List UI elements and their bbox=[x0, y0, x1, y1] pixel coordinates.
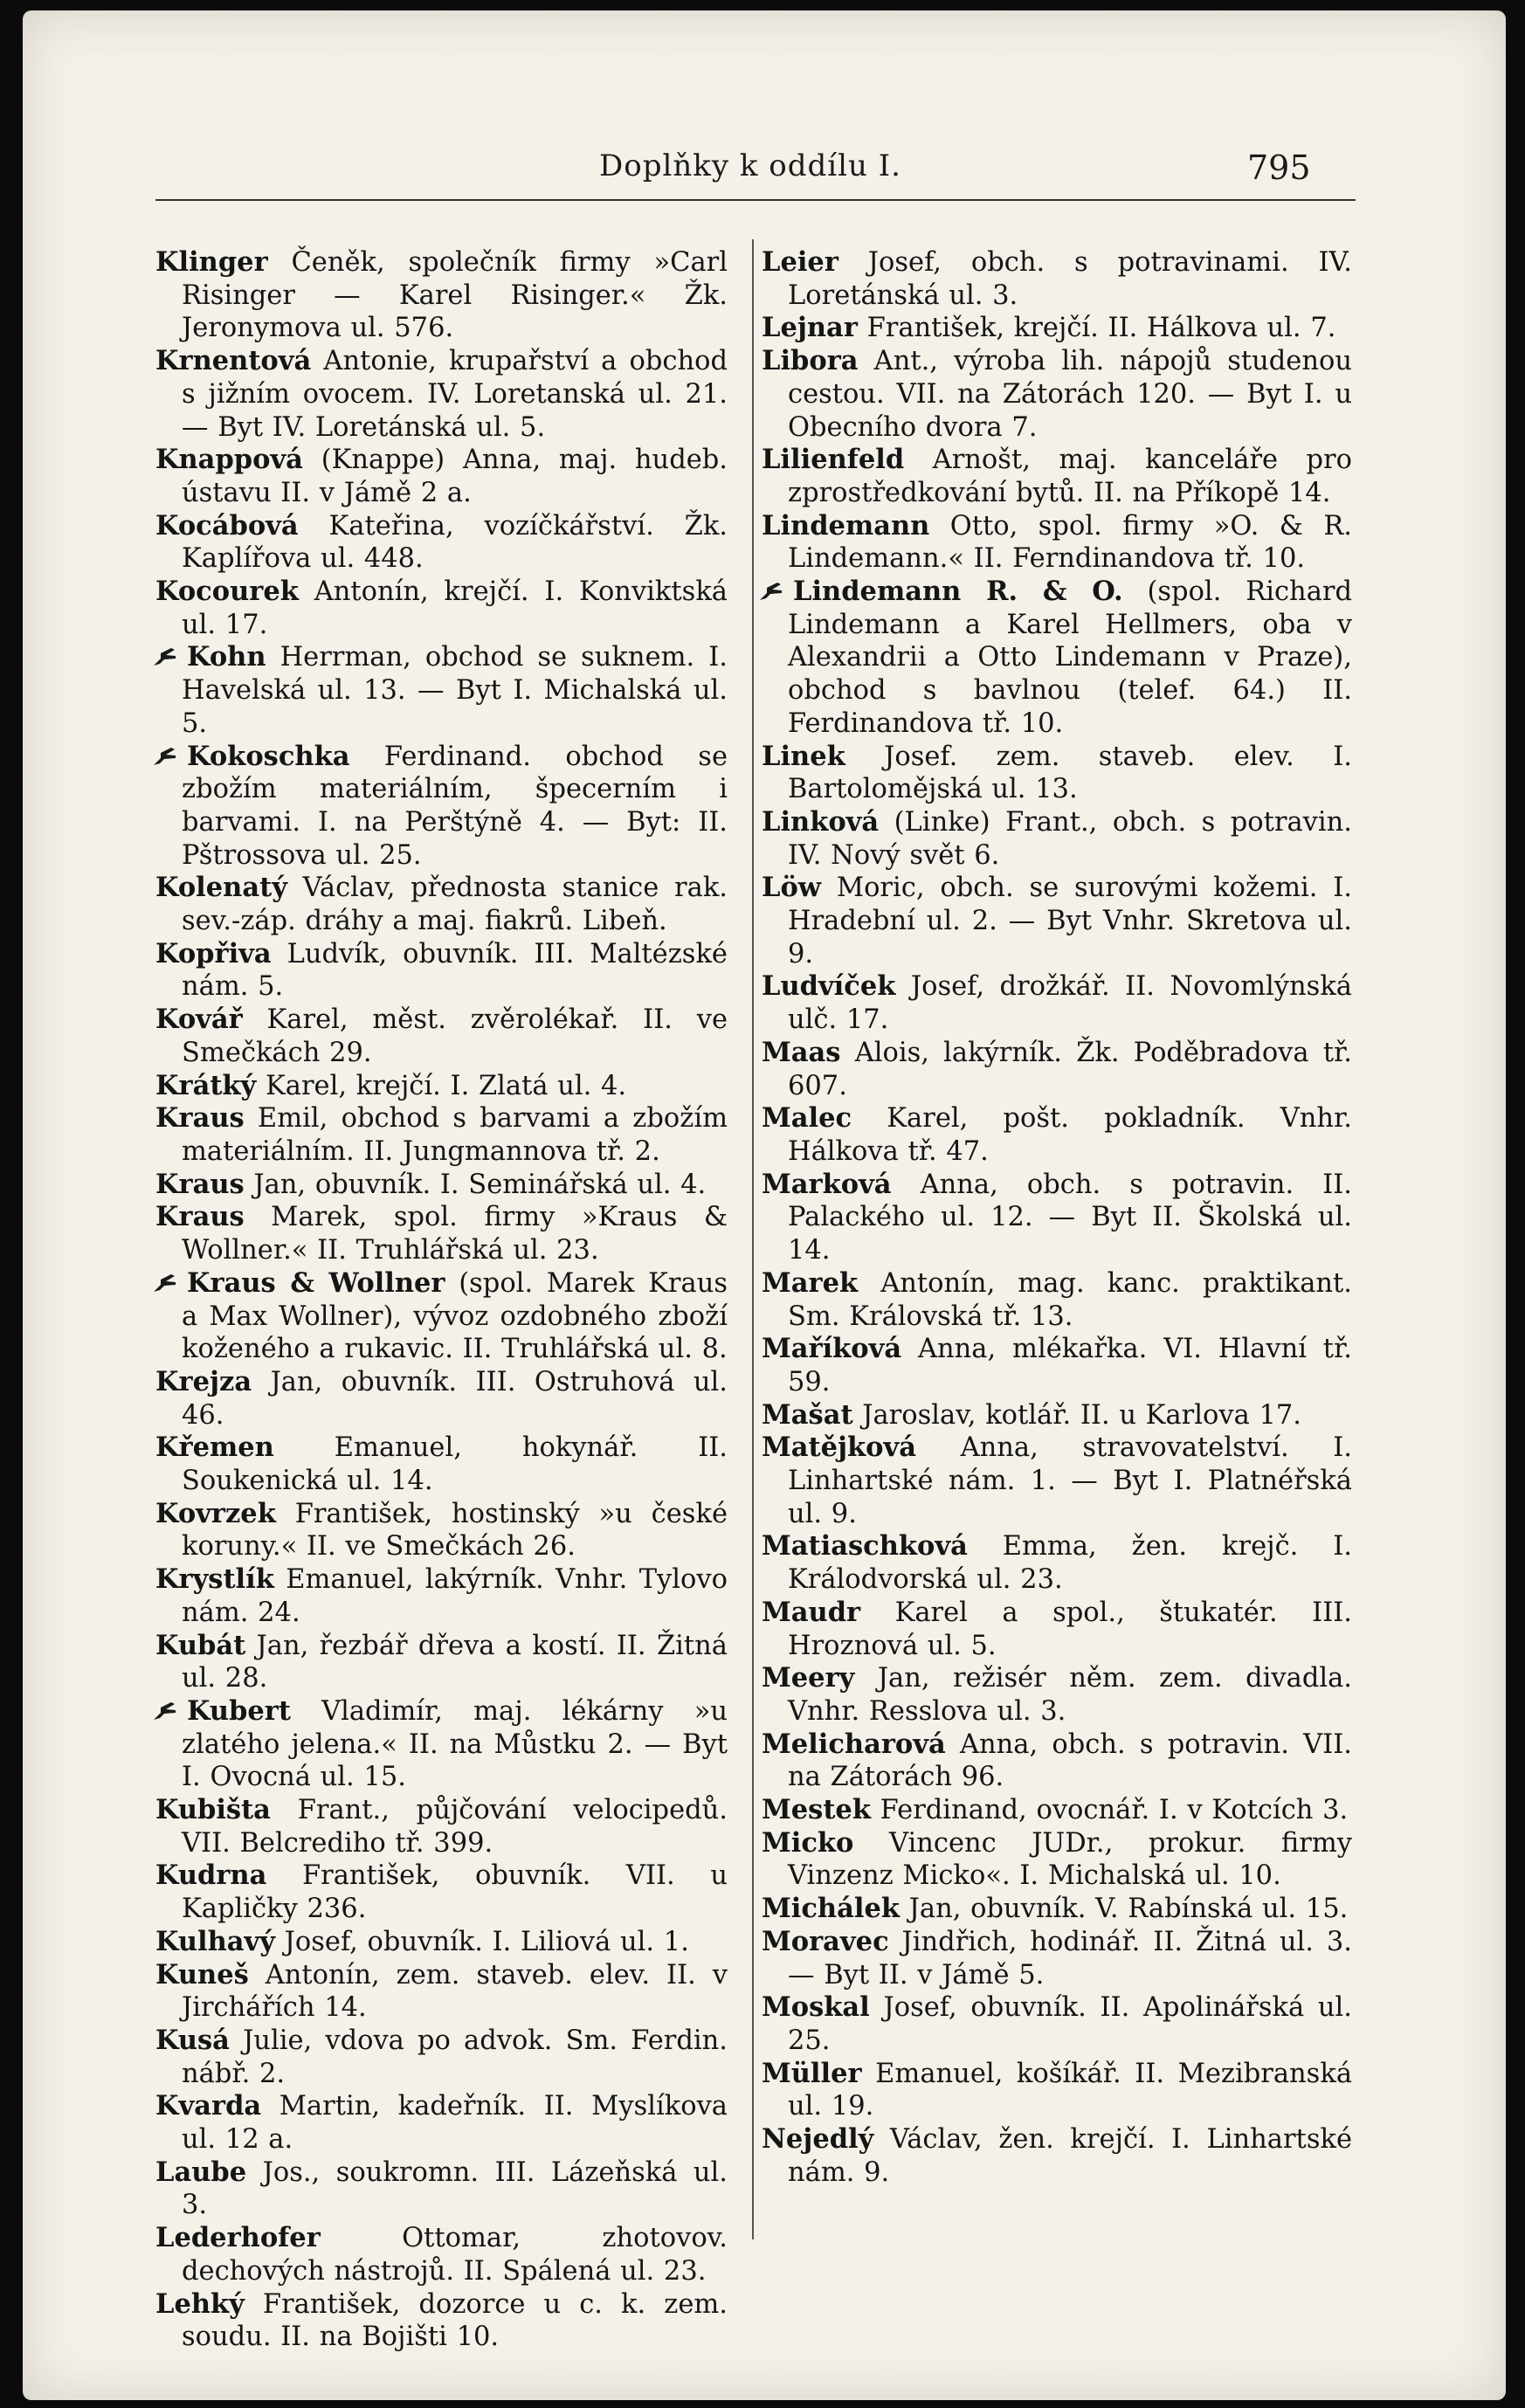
entry-name: Müller bbox=[762, 2057, 862, 2089]
directory-entry bbox=[762, 1432, 1352, 1530]
directory-entry bbox=[762, 444, 1352, 509]
directory-entry bbox=[762, 1728, 1352, 1794]
directory-entry bbox=[762, 1662, 1352, 1728]
entry-name: Ludvíček bbox=[762, 970, 896, 1003]
entry-name: Matějková bbox=[762, 1432, 917, 1464]
entry-name: Malec bbox=[762, 1102, 852, 1135]
entry-name: Kuneš bbox=[155, 1958, 249, 1991]
entry-name: Meery bbox=[762, 1662, 855, 1694]
entry-name: Kubišta bbox=[155, 1794, 271, 1826]
entry-name: Mestek bbox=[762, 1794, 871, 1826]
entry-details: Václav, přednosta stanice rak. sev.-záp. dráhy a maj. fiakrů. Libeň. bbox=[182, 873, 728, 937]
entry-details: Čeněk, společník firmy »Carl Risinger — Karel Risinger.« Žk. Jeronymova ul. 576. bbox=[182, 247, 728, 344]
directory-entry bbox=[155, 2222, 728, 2287]
entry-name: Krystlík bbox=[155, 1563, 274, 1596]
entry-details: Anna, stravovatelství. I. Linhartské nám. 1. — Byt I. Platnéřská ul. 9. bbox=[788, 1432, 1352, 1529]
directory-entry bbox=[762, 509, 1352, 576]
directory-entry bbox=[182, 741, 728, 873]
pointing-hand-icon bbox=[152, 744, 178, 769]
entry-details: Vladimír, maj. lékárny »u zlatého jelena.« II. na Můstku 2. — Byt I. Ovocná ul. 15. bbox=[182, 1695, 728, 1793]
entry-name: Marková bbox=[762, 1168, 892, 1200]
directory-entry bbox=[788, 576, 1352, 741]
entry-details: Emma, žen. krejč. I. Králodvorská ul. 23. bbox=[788, 1531, 1352, 1596]
directory-entry bbox=[762, 1826, 1352, 1893]
directory-entry bbox=[762, 970, 1352, 1036]
directory-entry bbox=[155, 576, 728, 641]
directory-entry bbox=[182, 1267, 728, 1366]
directory-entry bbox=[762, 805, 1352, 872]
directory-entry bbox=[182, 641, 728, 740]
entry-details: Kateřina, vozíčkářství. Žk. Kaplířova ul. 448. bbox=[182, 510, 728, 575]
entry-name: Kraus bbox=[155, 1168, 245, 1200]
entry-details: Jan, řezbář dřeva a kostí. II. Žitná ul. 28. bbox=[182, 1630, 728, 1694]
entry-details: Ottomar, zhotovov. dechových nástrojů. II. Spálená ul. 23. bbox=[182, 2223, 728, 2287]
entry-details: Ferdinand. obchod se zbožím materiálním, špecerním i barvami. I. na Perštýně 4. — Byt: II. Pštrossova ul. 25. bbox=[182, 741, 728, 871]
entry-details: Ludvík, obuvník. III. Maltézské nám. 5. bbox=[182, 938, 728, 1003]
directory-entry bbox=[762, 1266, 1352, 1333]
entry-name: Kubert bbox=[187, 1694, 291, 1727]
entry-details: Marek, spol. firmy »Kraus & Wollner.« II. Truhlářská ul. 23. bbox=[182, 1202, 728, 1266]
page-number: 795 bbox=[1247, 148, 1311, 187]
entry-name: Micko bbox=[762, 1826, 854, 1859]
entry-name: Kovář bbox=[155, 1004, 243, 1036]
directory-entry bbox=[762, 1530, 1352, 1596]
entry-name: Kubát bbox=[155, 1629, 246, 1661]
entry-details: Josef, drožkář. II. Novomlýnská ulč. 17. bbox=[788, 971, 1352, 1036]
entry-name: Leier bbox=[762, 246, 838, 278]
document-page bbox=[23, 10, 1506, 2400]
directory-entry bbox=[155, 246, 728, 345]
pointing-hand-icon bbox=[152, 645, 178, 669]
directory-entry bbox=[762, 1794, 1352, 1827]
directory-entry bbox=[155, 1925, 728, 1959]
entry-name: Kraus bbox=[155, 1102, 245, 1135]
directory-entry bbox=[762, 1333, 1352, 1398]
directory-entry bbox=[762, 2123, 1352, 2189]
pointing-hand-icon bbox=[758, 579, 784, 604]
entry-name: Kulhavý bbox=[155, 1925, 275, 1957]
entry-details: Arnošt, maj. kanceláře pro zprostředkování bytů. II. na Příkopě 14. bbox=[788, 445, 1352, 508]
entry-details: Vincenc JUDr., prokur. firmy Vinzenz Micko«. I. Michalská ul. 10. bbox=[788, 1827, 1352, 1892]
entry-details: Alois, lakýrník. Žk. Poděbradova tř. 607. bbox=[788, 1037, 1352, 1101]
entry-details: Antonín, zem. staveb. elev. II. v Jirchářích 14. bbox=[182, 1959, 728, 2024]
entry-details: Anna, mlékařka. VI. Hlavní tř. 59. bbox=[788, 1334, 1352, 1397]
entry-details: Herrman, obchod se suknem. I. Havelská ul. 13. — Byt I. Michalská ul. 5. bbox=[182, 642, 728, 739]
entry-details: Martin, kadeřník. II. Myslíkova ul. 12 a. bbox=[182, 2091, 728, 2156]
entry-name: Linková bbox=[762, 805, 880, 838]
entry-details: Josef, obch. s potravinami. IV. Loretánská ul. 3. bbox=[788, 247, 1352, 311]
directory-entry bbox=[762, 1102, 1352, 1168]
entry-details: (Knappe) Anna, maj. hudeb. ústavu II. v Jámě 2 a. bbox=[182, 445, 728, 508]
directory-entry bbox=[155, 1563, 728, 1629]
directory-entry bbox=[155, 1629, 728, 1695]
directory-entry bbox=[762, 1168, 1352, 1267]
entry-name: Maudr bbox=[762, 1596, 861, 1628]
directory-entry bbox=[155, 872, 728, 937]
directory-entry bbox=[155, 937, 728, 1004]
directory-entry bbox=[155, 509, 728, 576]
entry-name: Lindemann R. & O. bbox=[793, 576, 1123, 608]
entry-name: Kvarda bbox=[155, 2090, 262, 2122]
directory-entry bbox=[182, 1695, 728, 1794]
directory-entry bbox=[155, 1958, 728, 2025]
entry-name: Kraus bbox=[155, 1201, 245, 1233]
entry-name: Kocourek bbox=[155, 576, 299, 608]
entry-name: Laube bbox=[155, 2156, 247, 2188]
entry-name: Lehký bbox=[155, 2287, 245, 2320]
entry-name: Linek bbox=[762, 740, 845, 772]
entry-details: Emanuel, košíkář. II. Mezibranská ul. 19. bbox=[788, 2058, 1352, 2122]
entry-details: Emanuel, hokynář. II. Soukenická ul. 14. bbox=[182, 1432, 728, 1497]
entry-name: Kopřiva bbox=[155, 937, 272, 969]
entry-name: Mašat bbox=[762, 1398, 853, 1431]
entry-name: Kusá bbox=[155, 2024, 230, 2056]
entry-details: Václav, žen. krejčí. I. Linhartské nám. 9. bbox=[788, 2124, 1352, 2188]
directory-entry bbox=[762, 1596, 1352, 1662]
directory-entry bbox=[155, 1201, 728, 1266]
entry-details: Antonín, krejčí. I. Konviktská ul. 17. bbox=[182, 576, 728, 640]
entry-details: František, dozorce u c. k. zem. soudu. II. na Bojišti 10. bbox=[182, 2288, 728, 2353]
entry-details: Emil, obchod s barvami a zbožím materiálním. II. Jungmannova tř. 2. bbox=[182, 1103, 728, 1167]
entry-name: Moravec bbox=[762, 1925, 889, 1957]
entry-name: Lilienfeld bbox=[762, 444, 905, 476]
entry-details: Karel, měst. zvěrolékař. II. ve Smečkách 29. bbox=[182, 1004, 728, 1068]
entry-details: František, hostinský »u české koruny.« II. ve Smečkách 26. bbox=[182, 1498, 728, 1563]
directory-entry bbox=[762, 345, 1352, 444]
directory-entry bbox=[155, 1102, 728, 1168]
entry-name: Kokoschka bbox=[187, 740, 350, 772]
directory-entry bbox=[762, 1925, 1352, 1991]
directory-entry bbox=[762, 2057, 1352, 2123]
entry-name: Maříková bbox=[762, 1333, 902, 1365]
entry-details: Karel a spol., štukatér. III. Hroznová ul. 5. bbox=[788, 1597, 1352, 1661]
entry-details: Frant., půjčování velocipedů. VII. Belcrediho tř. 399. bbox=[182, 1795, 728, 1859]
directory-entry bbox=[762, 1893, 1352, 1926]
entry-name: Klinger bbox=[155, 246, 268, 278]
entry-details: Moric, obch. se surovými kožemi. I. Hradební ul. 2. — Byt Vnhr. Skretova ul. 9. bbox=[788, 873, 1352, 969]
entry-details: Karel, krejčí. I. Zlatá ul. 4. bbox=[256, 1070, 627, 1101]
directory-entry bbox=[155, 1794, 728, 1859]
directory-entry bbox=[762, 1036, 1352, 1102]
entry-details: Anna, obch. s potravin. VII. na Zátorách 96. bbox=[788, 1728, 1352, 1793]
directory-entry bbox=[155, 1365, 728, 1432]
entry-details: Antonín, mag. kanc. praktikant. Sm. Královská tř. 13. bbox=[788, 1267, 1352, 1332]
header-rule bbox=[155, 199, 1356, 201]
entry-name: Michálek bbox=[762, 1893, 900, 1925]
entry-name: Kudrna bbox=[155, 1859, 267, 1892]
entry-name: Lejnar bbox=[762, 312, 858, 344]
entry-name: Kovrzek bbox=[155, 1497, 276, 1529]
entry-details: Jan, režisér něm. zem. divadla. Vnhr. Resslova ul. 3. bbox=[788, 1663, 1352, 1727]
entry-name: Maas bbox=[762, 1036, 841, 1068]
directory-entry bbox=[155, 2090, 728, 2156]
entry-name: Moskal bbox=[762, 1991, 870, 2024]
entry-details: František, obuvník. VII. u Kapličky 236. bbox=[182, 1860, 728, 1925]
directory-entry bbox=[155, 2287, 728, 2354]
directory-entry bbox=[155, 2156, 728, 2222]
pointing-hand-icon bbox=[152, 1271, 178, 1295]
entry-name: Kraus & Wollner bbox=[187, 1266, 445, 1299]
directory-entry bbox=[155, 1859, 728, 1925]
entry-details: Jaroslav, kotlář. II. u Karlova 17. bbox=[852, 1399, 1301, 1431]
entry-details: Julie, vdova po advok. Sm. Ferdin. nábř. 2. bbox=[182, 2025, 728, 2089]
entry-name: Kohn bbox=[187, 641, 266, 673]
entry-name: Löw bbox=[762, 872, 822, 904]
directory-entry bbox=[155, 444, 728, 509]
entry-details: (Linke) Frant., obch. s potravin. IV. Nový svět 6. bbox=[788, 806, 1352, 871]
entry-name: Kolenatý bbox=[155, 872, 287, 904]
directory-entry bbox=[762, 740, 1352, 806]
entry-name: Knappová bbox=[155, 444, 303, 476]
entry-name: Lederhofer bbox=[155, 2222, 321, 2254]
entry-details: Jan, obuvník. I. Seminářská ul. 4. bbox=[244, 1169, 707, 1200]
right-column bbox=[762, 246, 1352, 2189]
entry-details: (spol. Richard Lindemann a Karel Hellmers, oba v Alexandrii a Otto Lindemann v Praze), obchod s bavlnou (telef. 64.) II. Ferdinandova tř. 10. bbox=[788, 576, 1352, 739]
entry-name: Libora bbox=[762, 345, 859, 377]
entry-name: Krejza bbox=[155, 1365, 252, 1397]
entry-details: František, krejčí. II. Hálkova ul. 7. bbox=[857, 313, 1336, 344]
running-title: Doplňky k oddílu I. bbox=[599, 148, 901, 183]
entry-details: Ferdinand, ovocnář. I. v Kotcích 3. bbox=[870, 1795, 1349, 1826]
entry-name: Melicharová bbox=[762, 1728, 946, 1760]
entry-name: Lindemann bbox=[762, 509, 930, 542]
entry-details: Josef, obuvník. I. Liliová ul. 1. bbox=[274, 1926, 689, 1957]
directory-entry bbox=[155, 1497, 728, 1563]
entry-details: (spol. Marek Kraus a Max Wollner), vývoz ozdobného zboží koženého a rukavic. II. Truhlářská ul. 8. bbox=[182, 1267, 728, 1365]
entry-details: Ant., výroba lih. nápojů studenou cestou. VII. na Zátorách 120. — Byt I. u Obecního dvora 7. bbox=[788, 346, 1352, 443]
directory-entry bbox=[155, 1432, 728, 1497]
entry-details: Emanuel, lakýrník. Vnhr. Tylovo nám. 24. bbox=[182, 1564, 728, 1628]
entry-name: Kocábová bbox=[155, 509, 299, 542]
entry-details: Jan, obuvník. V. Rabínská ul. 15. bbox=[899, 1894, 1349, 1925]
directory-entry bbox=[155, 1168, 728, 1202]
directory-entry bbox=[762, 1991, 1352, 2057]
entry-details: Anna, obch. s potravin. II. Palackého ul. 12. — Byt II. Školská ul. 14. bbox=[788, 1169, 1352, 1266]
entry-details: Josef. zem. staveb. elev. I. Bartolomějská ul. 13. bbox=[788, 741, 1352, 805]
directory-entry bbox=[155, 2024, 728, 2090]
directory-entry bbox=[762, 872, 1352, 970]
entry-details: Jan, obuvník. III. Ostruhová ul. 46. bbox=[182, 1366, 728, 1431]
entry-name: Krnentová bbox=[155, 345, 312, 377]
entry-details: Otto, spol. firmy »O. & R. Lindemann.« II. Ferndinandova tř. 10. bbox=[788, 510, 1352, 575]
entry-name: Nejedlý bbox=[762, 2123, 874, 2156]
directory-entry bbox=[155, 1004, 728, 1069]
directory-entry bbox=[762, 1398, 1352, 1432]
entry-name: Krátký bbox=[155, 1069, 257, 1101]
entry-details: Josef, obuvník. II. Apolinářská ul. 25. bbox=[788, 1992, 1352, 2056]
directory-entry bbox=[762, 246, 1352, 312]
directory-entry bbox=[762, 312, 1352, 345]
entry-name: Matiaschková bbox=[762, 1530, 968, 1563]
entry-details: Karel, pošt. pokladník. Vnhr. Hálkova tř. 47. bbox=[788, 1103, 1352, 1167]
entry-details: Jindřich, hodinář. II. Žitná ul. 3. — Byt II. v Jámě 5. bbox=[788, 1926, 1352, 1991]
pointing-hand-icon bbox=[152, 1699, 178, 1723]
entry-details: Antonie, krupařství a obchod s jižním ovocem. IV. Loretanská ul. 21. — Byt IV. Loretánská ul. 5. bbox=[182, 346, 728, 443]
entry-name: Křemen bbox=[155, 1432, 274, 1464]
left-column bbox=[155, 246, 728, 2354]
entry-name: Marek bbox=[762, 1266, 859, 1299]
directory-entry bbox=[155, 1069, 728, 1103]
directory-entry bbox=[155, 345, 728, 444]
column-divider bbox=[752, 239, 754, 2239]
entry-details: Jos., soukromn. III. Lázeňská ul. 3. bbox=[182, 2156, 728, 2221]
